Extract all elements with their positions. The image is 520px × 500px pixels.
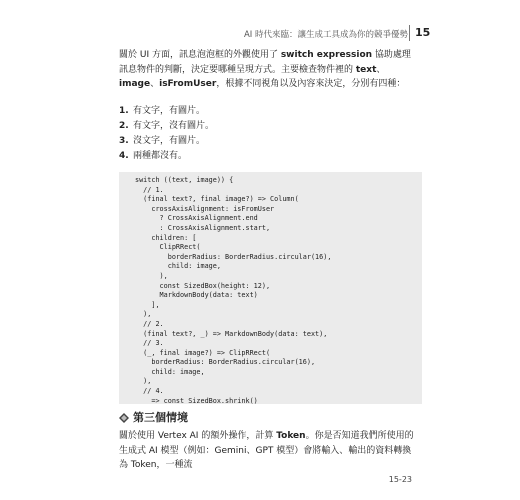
intro-text: 、 — [376, 64, 386, 75]
outro-text: 。你是否知道我們所使用的生成式 AI 模型（例如：Gemini、GPT 模型）會將輸入、輸出的資料轉換為 Token，一種流 — [119, 431, 414, 470]
outro-text: 關於使用 Vertex AI 的額外操作，計算 — [119, 431, 277, 441]
intro-keyword-switch: switch expression — [280, 50, 373, 60]
list-text: 兩種都沒有。 — [133, 151, 188, 161]
intro-text: ，根據不同視角以及內容來決定，分別有四種： — [216, 79, 406, 89]
running-header-page-number: 15 — [415, 26, 431, 39]
intro-keyword-text: text — [355, 64, 377, 75]
intro-keyword-isfromuser: isFromUser — [159, 79, 217, 89]
list-text: 沒文字，有圖片。 — [133, 136, 206, 146]
list-number: 4. — [119, 151, 129, 161]
list-text: 有文字，有圖片。 — [133, 106, 206, 116]
section-title: 第三個情境 — [133, 411, 188, 424]
list-number: 2. — [119, 121, 129, 131]
intro-text: 關於 UI 方面，訊息泡泡框的外觀使用了 — [119, 50, 281, 60]
outro-keyword-token: Token — [276, 431, 306, 441]
intro-text: 協助處理訊息物件的判斷，決定要哪種呈現方式。主要檢查物件裡的 — [119, 50, 411, 75]
list-item — [119, 104, 214, 119]
outro-paragraph — [119, 429, 415, 473]
list-item — [119, 134, 214, 149]
code-block: switch ((text, image)) { // 1. (final text?, final image?) => Column( crossAxisAlignment: isFromUser ? CrossAxisAlignment.end : CrossAxisAlignment.start, children: [ ClipRRect( borderRadius: BorderRadius.circular(16), child: image, ), const SizedBox(height: 12), MarkdownBody(data: text) ], ), // 2. (final text?, _) => MarkdownBody(data: text), // 3. (_, final image?) => ClipRRect( borderRadius: BorderRadius.circular(16), child: image, ), // 4. _ => const SizedBox.shrink() — [119, 172, 422, 404]
intro-paragraph — [119, 48, 415, 92]
section-heading — [119, 409, 188, 425]
header-divider — [409, 25, 410, 41]
list-number: 3. — [119, 136, 129, 146]
running-header-title: AI 時代來臨：讓生成工具成為你的競爭優勢 — [243, 30, 408, 40]
list-item — [119, 119, 214, 134]
footer-page-label: 15-23 — [388, 475, 412, 484]
list-item — [119, 149, 214, 164]
intro-keyword-image: image — [119, 79, 151, 89]
case-list — [119, 104, 214, 164]
intro-text: 、 — [150, 79, 160, 89]
list-number: 1. — [119, 106, 129, 116]
list-text: 有文字，沒有圖片。 — [133, 121, 215, 131]
diamond-icon — [119, 413, 128, 422]
